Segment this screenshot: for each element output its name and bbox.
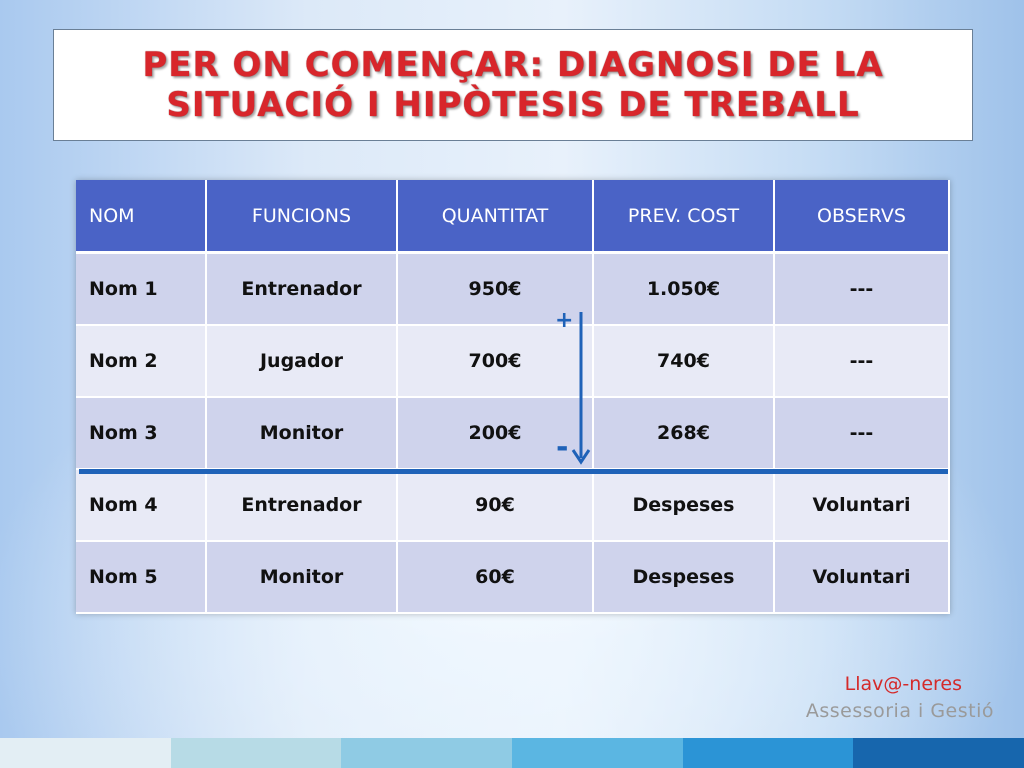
cell-funcions: Monitor <box>207 542 398 614</box>
cell-prev-cost: Despeses <box>594 542 775 614</box>
table-row <box>76 326 950 398</box>
header-quantitat: QUANTITAT <box>398 180 594 254</box>
cell-observs: --- <box>775 326 950 398</box>
cell-prev-cost: 740€ <box>594 326 775 398</box>
cell-observs: --- <box>775 398 950 470</box>
brand-subtitle: Assessoria i Gestió <box>805 700 994 722</box>
cell-prev-cost: Despeses <box>594 470 775 542</box>
table-header-row <box>76 180 950 254</box>
footer-segment <box>341 738 512 768</box>
cell-nom: Nom 3 <box>76 398 207 470</box>
footer-segment <box>512 738 683 768</box>
cell-funcions: Entrenador <box>207 254 398 326</box>
cell-nom: Nom 5 <box>76 542 207 614</box>
header-prev-cost: PREV. COST <box>594 180 775 254</box>
header-observs: OBSERVS <box>775 180 950 254</box>
cell-funcions: Jugador <box>207 326 398 398</box>
cell-observs: Voluntari <box>775 470 950 542</box>
cell-nom: Nom 1 <box>76 254 207 326</box>
footer-segment <box>683 738 854 768</box>
cell-observs: Voluntari <box>775 542 950 614</box>
plus-sign: + <box>555 308 574 333</box>
table-row <box>76 470 950 542</box>
page-title: PER ON COMENÇAR: DIAGNOSI DE LA SITUACIÓ I HIPÒTESIS DE TREBALL <box>142 45 884 125</box>
cell-observs: --- <box>775 254 950 326</box>
footer-segment <box>171 738 342 768</box>
cell-quantitat: 90€ <box>398 470 594 542</box>
cell-nom: Nom 2 <box>76 326 207 398</box>
cell-quantitat: 200€ <box>398 398 594 470</box>
table-row <box>76 542 950 614</box>
footer-color-bar <box>0 738 1024 768</box>
brand-name: Llav@-neres <box>844 673 962 695</box>
separator-line <box>79 469 948 474</box>
cell-quantitat: 950€ <box>398 254 594 326</box>
minus-sign: - <box>556 430 569 465</box>
down-arrow-icon <box>570 310 594 470</box>
footer-segment <box>853 738 1024 768</box>
title-box <box>53 29 973 141</box>
header-nom: NOM <box>76 180 207 254</box>
cell-funcions: Monitor <box>207 398 398 470</box>
header-funcions: FUNCIONS <box>207 180 398 254</box>
footer-segment <box>0 738 171 768</box>
cell-prev-cost: 1.050€ <box>594 254 775 326</box>
cell-funcions: Entrenador <box>207 470 398 542</box>
cell-quantitat: 700€ <box>398 326 594 398</box>
table-row <box>76 398 950 470</box>
cost-table <box>76 180 950 614</box>
table-row <box>76 254 950 326</box>
cell-nom: Nom 4 <box>76 470 207 542</box>
cell-prev-cost: 268€ <box>594 398 775 470</box>
cell-quantitat: 60€ <box>398 542 594 614</box>
